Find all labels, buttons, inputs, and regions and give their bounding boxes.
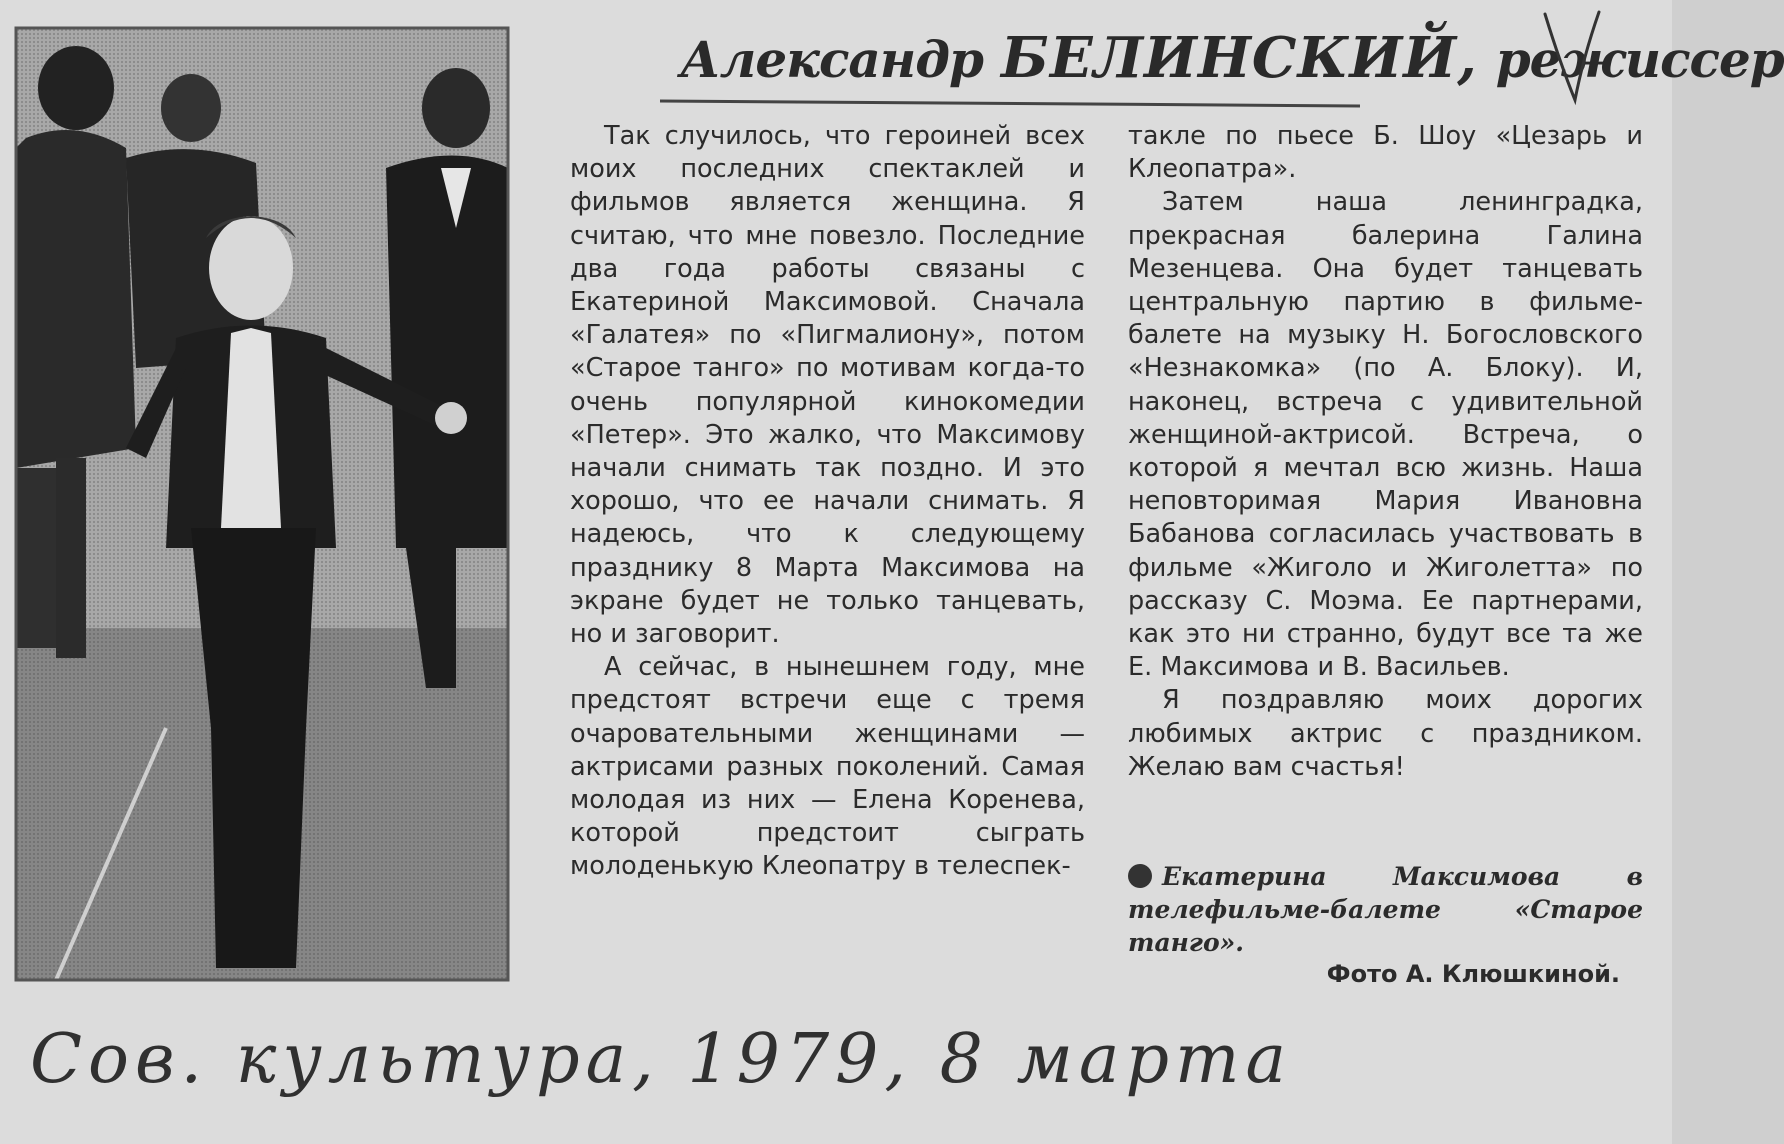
paragraph: Я поздравляю моих дорогих любимых актрис с праздником. Желаю вам счастья! <box>1128 685 1643 782</box>
article-column-2 <box>1128 120 1643 784</box>
photo-caption <box>1128 860 1643 959</box>
photo-credit: Фото А. Клюшкиной. <box>1326 960 1620 988</box>
paragraph: Так случилось, что героиней всех моих последних спектаклей и фильмов является женщина. Я считаю, что мне повезло. Последние два года работы связаны с Екатериной Максимовой. Сначала «Галатея» по «Пигмалиону», потом «Старое танго» по мотивам когда-то очень популярной кинокомедии «Петер». Это жалко, что Максимову начали снимать так поздно. И это хорошо, что ее начали снимать. Я надеюсь, что к следующему празднику 8 Марта Максимова на экране будет не только танцевать, но и заговорит. <box>570 121 1085 650</box>
bullet-icon <box>1128 864 1152 888</box>
article-photo <box>16 28 508 980</box>
handwritten-source-note: Сов. культура, 1979, 8 марта <box>30 1020 1293 1099</box>
paragraph: А сейчас, в нынешнем году, мне предстоят встречи еще с тремя очаровательными женщинами — актрисами разных поколений. Самая молодая из них — Елена Коренева, которой предстоит сыграть молоденькую Клеопатру в телеспек- <box>570 652 1085 882</box>
handwritten-checkmark <box>1535 8 1605 108</box>
headline-role: режиссер <box>1495 30 1784 89</box>
photo-dancers-illustration <box>16 28 508 980</box>
photo-caption-text: Екатерина Максимова в телефильме-балете «Старое танго». <box>1128 862 1643 957</box>
paragraph: Затем наша ленинградка, прекрасная балерина Галина Мезенцева. Она будет танцевать центральную партию в фильме-балете на музыку Н. Богословского «Незнакомка» (по А. Блоку). И, наконец, встреча с удивительной женщиной-актрисой. Встреча, о которой я мечтал всю жизнь. Наша неповторимая Мария Ивановна Бабанова согласилась участвовать в фильме «Жиголо и Жиголетта» по рассказу С. Моэма. Ее партнерами, как это ни странно, будут все та же Е. Максимова и В. Васильев. <box>1128 187 1643 683</box>
headline-first-name: Александр <box>680 30 983 89</box>
headline-underline <box>660 100 1360 108</box>
article-column-1 <box>570 120 1085 884</box>
paragraph: такле по пьесе Б. Шоу «Цезарь и Клеопатра». <box>1128 121 1643 185</box>
article-headline <box>680 18 1784 98</box>
headline-surname: БЕЛИНСКИЙ, <box>1001 25 1478 91</box>
